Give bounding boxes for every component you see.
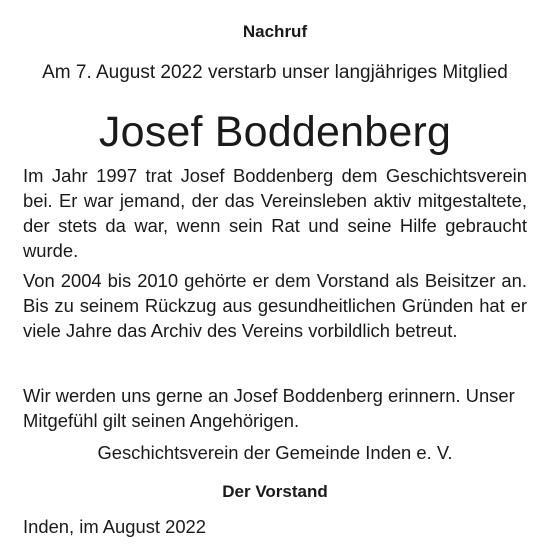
notice-heading: Nachruf bbox=[242, 22, 308, 41]
paragraph-board: Von 2004 bis 2010 gehörte er dem Vorstand als Beisitzer an. Bis zu seinem Rückzug aus gesundheitlichen Gründen hat er viele Jahre das Archiv des Vereins vorbildlich betreut. bbox=[23, 270, 527, 341]
intro-line: Am 7. August 2022 verstarb unser langjähriges Mitglied bbox=[42, 62, 508, 83]
organization-name: Geschichtsverein der Gemeinde Inden e. V. bbox=[97, 442, 453, 463]
paragraph-membership: Im Jahr 1997 trat Josef Boddenberg dem Geschichtsverein bei. Er war jemand, der das Vereinsleben aktiv mitgestaltete, der stets da war, wenn sein Rat und seine Hilfe gebraucht wurde. bbox=[23, 165, 527, 261]
signature-line: Der Vorstand bbox=[222, 482, 328, 501]
deceased-name: Josef Boddenberg bbox=[98, 108, 452, 156]
paragraph-condolence: Wir werden uns gerne an Josef Boddenberg erinnern. Unser Mitgefühl gilt seinen Angehörigen. bbox=[23, 385, 515, 431]
place-date: Inden, im August 2022 bbox=[23, 516, 207, 537]
